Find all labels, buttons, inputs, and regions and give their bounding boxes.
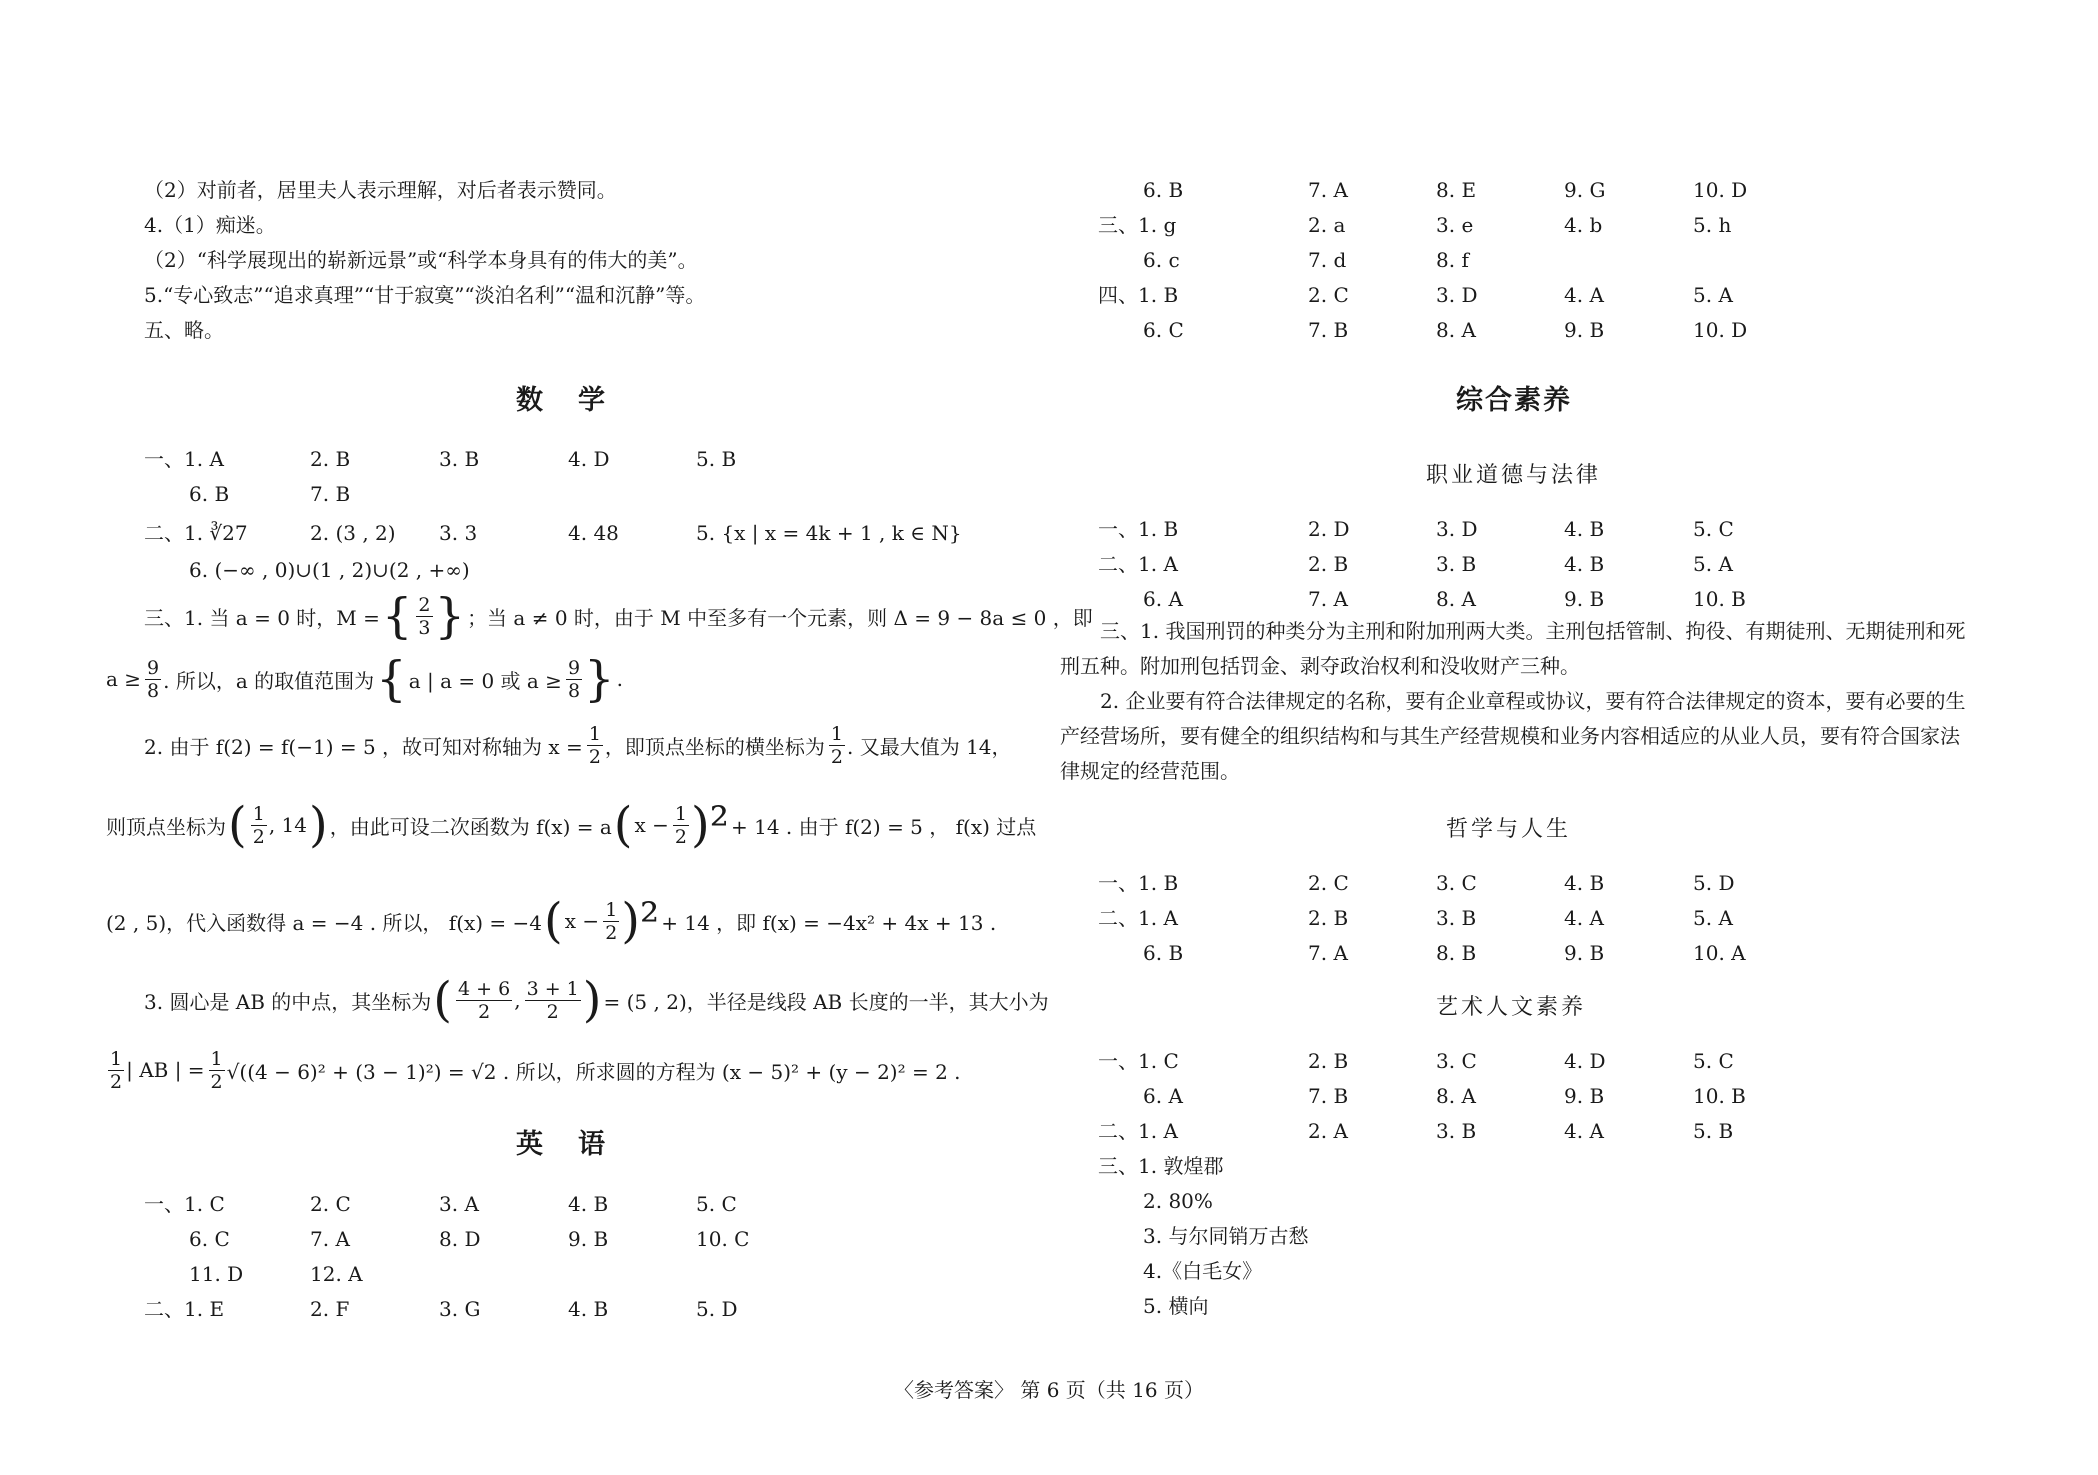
answer-item: 3. B — [1436, 552, 1477, 576]
section-title-zonghe: 综合素养 — [1456, 385, 1572, 416]
answer-item: 7. A — [1308, 941, 1348, 965]
answer-line: （2）“科学展现出的崭新远景”或“科学本身具有的伟大的美”。 — [144, 248, 698, 272]
answer-item: 7. A — [1308, 587, 1348, 611]
answer-item: 8. f — [1436, 248, 1469, 272]
answer-item: 8. A — [1436, 318, 1476, 342]
section-title-english: 英 语 — [516, 1129, 609, 1160]
math-q2-line1: 2. 由于 f(2) = f(−1) = 5 ，故可知对称轴为 x = $\frac{1}{2}$ ，即顶点坐标的横坐标为 $\frac{1}{2}$ . 又最大值为 14， — [144, 722, 1012, 768]
answer-item: 3. e — [1436, 213, 1474, 237]
answer-item: 2. B — [1308, 1049, 1349, 1073]
fraction: $\frac{1}{2}$ — [674, 802, 688, 848]
fraction: $\frac{2}{3}$ — [418, 593, 431, 639]
answer-item: 2. B — [1308, 906, 1349, 930]
fraction: $\frac{1}{2}$ — [588, 722, 601, 768]
answer-item: 7. B — [310, 482, 351, 506]
answer-line: 五、略。 — [144, 318, 224, 342]
answer-item: 4. A — [1564, 283, 1604, 307]
answer-line: 3. 与尔同销万古愁 — [1143, 1224, 1309, 1248]
answer-item: 5. D — [1693, 871, 1735, 895]
answer-item: 10. B — [1693, 587, 1746, 611]
answer-item: 6. c — [1143, 248, 1180, 272]
answer-item: 6. A — [1143, 587, 1183, 611]
answer-item: 一、1. B — [1098, 871, 1179, 895]
section-title-math: 数 学 — [516, 385, 609, 416]
answer-item: 一、1. C — [144, 1192, 225, 1216]
answer-item: 5. C — [1693, 1049, 1734, 1073]
answer-item: 3. D — [1436, 517, 1478, 541]
answer-item: 4. D — [1564, 1049, 1606, 1073]
answer-item: 4. b — [1564, 213, 1603, 237]
answer-item: 2. C — [310, 1192, 351, 1216]
answer-item: 3. A — [439, 1192, 479, 1216]
answer-item: 8. D — [439, 1227, 481, 1251]
answer-item: 5. h — [1693, 213, 1732, 237]
answer-item: 7. A — [1308, 178, 1348, 202]
answer-item: 4. B — [1564, 517, 1605, 541]
answer-item: 5. A — [1693, 906, 1733, 930]
answer-item: 5. B — [1693, 1119, 1734, 1143]
answer-item: 8. E — [1436, 178, 1477, 202]
answer-item: 2. C — [1308, 871, 1349, 895]
answer-line: 5.“专心致志”“追求真理”“甘于寂寞”“淡泊名利”“温和沉静”等。 — [144, 283, 706, 307]
subsection-title-philosophy: 哲学与人生 — [1446, 817, 1572, 842]
answer-item: 9. G — [1564, 178, 1606, 202]
fraction: $\frac{1}{2}$ — [210, 1047, 223, 1093]
answer-item: 10. C — [696, 1227, 750, 1251]
fraction: $\frac{3 + 1}{2}$ — [526, 977, 579, 1023]
subsection-title-art: 艺术人文素养 — [1436, 995, 1587, 1020]
answer-item: 5. {x | x = 4k + 1 , k ∈ N} — [696, 521, 962, 545]
answer-item: 一、1. A — [144, 447, 224, 471]
math-q2-line3: (2 , 5)，代入函数得 a = −4 . 所以， f(x) = −4 ( x − $\frac{1}{2}$ )² + 14 ，即 f(x) = −4x² + 4x + 13 . — [106, 893, 997, 949]
answer-item: 9. B — [1564, 1084, 1605, 1108]
answer-item: 3. 3 — [439, 521, 478, 545]
answer-item: 二、1. A — [1098, 906, 1178, 930]
answer-item: 8. A — [1436, 1084, 1476, 1108]
answer-item: 3. D — [1436, 283, 1478, 307]
answer-line: 2. 80% — [1143, 1189, 1213, 1213]
answer-item: 2. (3 , 2) — [310, 521, 396, 545]
answer-item: 一、1. B — [1098, 517, 1179, 541]
answer-item: 2. C — [1308, 283, 1349, 307]
fraction: $\frac{1}{2}$ — [252, 802, 265, 848]
answer-item: 二、1. ∛27 — [144, 521, 248, 545]
answer-item: 3. G — [439, 1297, 481, 1321]
answer-item: 4. D — [568, 447, 610, 471]
fraction: $\frac{1}{2}$ — [110, 1047, 123, 1093]
answer-item: 4. B — [568, 1192, 609, 1216]
answer-item: 6. A — [1143, 1084, 1183, 1108]
answer-item: 5. B — [696, 447, 737, 471]
answer-item: 7. B — [1308, 1084, 1349, 1108]
answer-item: 9. B — [568, 1227, 609, 1251]
answer-item: 3. C — [1436, 1049, 1477, 1073]
math-q1-line1: 三、1. 当 a = 0 时，M = { $\frac{2}{3}$ } ；当 a ≠ 0 时，由于 M 中至多有一个元素，则 Δ = 9 − 8a ≤ 0 ，即 — [144, 588, 1093, 644]
answer-item: 4. B — [568, 1297, 609, 1321]
answer-item: 9. B — [1564, 941, 1605, 965]
answer-item: 3. C — [1436, 871, 1477, 895]
math-q3-line1: 3. 圆心是 AB 的中点，其坐标为 ( $\frac{4 + 6}{2}$ , $\frac{3 + 1}{2}$ ) = (5 , 2)，半径是线段 AB 长度的一半，其大小为 — [144, 972, 1049, 1028]
fraction: $\frac{9}{8}$ — [567, 656, 581, 702]
answer-item: 四、1. B — [1098, 283, 1179, 307]
answer-item: 7. A — [310, 1227, 350, 1251]
answer-item: 4. A — [1564, 906, 1604, 930]
answer-item: 4. B — [1564, 552, 1605, 576]
math-q1-line2: a ≥ $\frac{9}{8}$ . 所以，a 的取值范围为 { a | a = 0 或 a ≥ $\frac{9}{8}$ } . — [106, 651, 623, 707]
answer-item: 二、1. A — [1098, 1119, 1178, 1143]
answer-item: 二、1. E — [144, 1297, 225, 1321]
math-q3-line2: $\frac{1}{2}$ | AB | = $\frac{1}{2}$ √((4 − 6)² + (3 − 1)²) = √2 . 所以，所求圆的方程为 (x − 5)² + (y − 2)² = 2 . — [110, 1047, 961, 1093]
answer-item: 3. B — [1436, 1119, 1477, 1143]
answer-item: 6. (−∞ , 0)∪(1 , 2)∪(2 , +∞) — [189, 558, 470, 582]
answer-item: 4. B — [1564, 871, 1605, 895]
answer-item: 2. B — [1308, 552, 1349, 576]
answer-item: 8. B — [1436, 941, 1477, 965]
answer-item: 3. B — [1436, 906, 1477, 930]
answer-item: 5. D — [696, 1297, 738, 1321]
page-footer: 〈参考答案〉 第 6 页（共 16 页） — [894, 1378, 1204, 1402]
answer-item: 三、1. g — [1098, 213, 1177, 237]
answer-item: 2. B — [310, 447, 351, 471]
answer-item: 7. B — [1308, 318, 1349, 342]
answer-item: 10. A — [1693, 941, 1746, 965]
fraction: $\frac{4 + 6}{2}$ — [458, 977, 511, 1023]
answer-item: 5. C — [1693, 517, 1734, 541]
law-paragraph-1: 三、1. 我国刑罚的种类分为主刑和附加刑两大类。主刑包括管制、拘役、有期徒刑、无期徒刑和死刑五种。附加刑包括罚金、剥夺政治权利和没收财产三种。 — [1060, 619, 1966, 678]
answer-item: 5. C — [696, 1192, 737, 1216]
answer-item: 2. A — [1308, 1119, 1348, 1143]
answer-item: 2. D — [1308, 517, 1350, 541]
answer-item: 8. A — [1436, 587, 1476, 611]
answer-item: 9. B — [1564, 587, 1605, 611]
answer-item: 3. B — [439, 447, 480, 471]
fraction: $\frac{9}{8}$ — [147, 656, 160, 702]
answer-line: 5. 横向 — [1143, 1294, 1209, 1318]
fraction: $\frac{1}{2}$ — [830, 722, 843, 768]
subsection-title-law: 职业道德与法律 — [1426, 463, 1602, 488]
answer-item: 9. B — [1564, 318, 1605, 342]
answer-item: 5. A — [1693, 283, 1733, 307]
answer-line: 4.（1）痴迷。 — [144, 213, 276, 237]
answer-item: 12. A — [310, 1262, 363, 1286]
answer-item: 10. D — [1693, 178, 1748, 202]
answer-item: 2. a — [1308, 213, 1346, 237]
answer-item: 4. 48 — [568, 521, 619, 545]
answer-item: 6. B — [1143, 178, 1184, 202]
answer-item: 5. A — [1693, 552, 1733, 576]
math-q2-line2: 则顶点坐标为 ( $\frac{1}{2}$ , 14 ) ，由此可设二次函数为 f(x) = a ( x − $\frac{1}{2}$ )² + 14 . 由于 f(2) = 5 ， f(x) 过点 — [106, 797, 1037, 853]
fraction: $\frac{1}{2}$ — [605, 898, 618, 944]
answer-item: 一、1. C — [1098, 1049, 1179, 1073]
answer-item: 6. B — [1143, 941, 1184, 965]
answer-item: 6. C — [189, 1227, 230, 1251]
answer-line: 4.《白毛女》 — [1143, 1259, 1263, 1283]
answer-item: 6. C — [1143, 318, 1184, 342]
answer-item: 6. B — [189, 482, 230, 506]
answer-item: 7. d — [1308, 248, 1347, 272]
answer-item: 11. D — [189, 1262, 244, 1286]
answer-item: 10. B — [1693, 1084, 1746, 1108]
answer-item: 10. D — [1693, 318, 1748, 342]
answer-line: （2）对前者，居里夫人表示理解，对后者表示赞同。 — [144, 178, 617, 202]
law-paragraph-2: 2. 企业要有符合法律规定的名称，要有企业章程或协议，要有符合法律规定的资本，要有必要的生产经营场所，要有健全的组织结构和与其生产经营规模和业务内容相适应的从业人员，要有符合国家法律规定的经营范围。 — [1060, 689, 1966, 783]
answer-item: 二、1. A — [1098, 552, 1178, 576]
answer-item: 2. F — [310, 1297, 350, 1321]
answer-item: 4. A — [1564, 1119, 1604, 1143]
answer-line: 三、1. 敦煌郡 — [1098, 1154, 1224, 1178]
